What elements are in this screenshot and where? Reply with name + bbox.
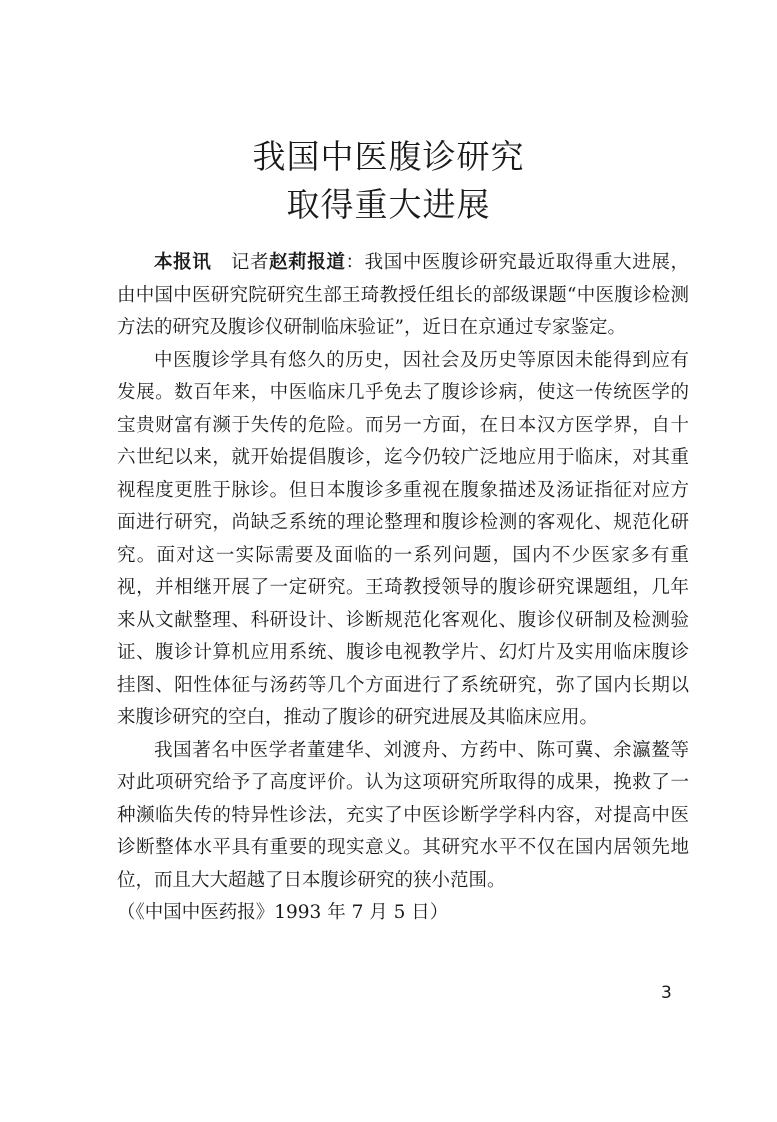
article-title-line-1: 我国中医腹诊研究 bbox=[252, 137, 525, 176]
article-body bbox=[117, 247, 689, 930]
lead-text: ：我国中医腹诊研究最近取得重大进展，由中国中医研究院研究生部王琦教授任组长的部级课题“中医腹诊检测方法的研究及腹诊仪研制临床验证”，近日在京通过专家鉴定。 bbox=[117, 252, 689, 338]
reporter-prefix: 记者 bbox=[230, 252, 270, 273]
paragraph-3: 我国著名中医学者董建华、刘渡舟、方药中、陈可冀、余瀛鳌等对此项研究给予了高度评价。认为这项研究所取得的成果，挽救了一种濒临失传的特异性诊法，充实了中医诊断学学科内容，对提高中医诊断整体水平具有重要的现实意义。其研究水平不仅在国内居领先地位，而且大大超越了日本腹诊研究的狭小范围。 bbox=[117, 739, 689, 891]
source-citation: （《中国中医药报》1993 年 7 月 5 日） bbox=[117, 902, 449, 923]
page-number: 3 bbox=[661, 983, 672, 1003]
paragraph-lead bbox=[117, 247, 689, 345]
paragraph-2: 中医腹诊学具有悠久的历史，因社会及历史等原因未能得到应有发展。数百年来，中医临床几乎免去了腹诊诊病，使这一传统医学的宝贵财富有濒于失传的危险。而另一方面，在日本汉方医学界，自十六世纪以来，就开始提倡腹诊，迄今仍较广泛地应用于临床，对其重视程度更胜于脉诊。但日本腹诊多重视在腹象描述及汤证指征对应方面进行研究，尚缺乏系统的理论整理和腹诊检测的客观化、规范化研究。面对这一实际需要及面临的一系列问题，国内不少医家多有重视，并相继开展了一定研究。王琦教授领导的腹诊研究课题组，几年来从文献整理、科研设计、诊断规范化客观化、腹诊仪研制及检测验证、腹诊计算机应用系统、腹诊电视教学片、幻灯片及实用临床腹诊挂图、阳性体征与汤药等几个方面进行了系统研究，弥了国内长期以来腹诊研究的空白，推动了腹诊的研究进展及其临床应用。 bbox=[117, 349, 689, 728]
news-label: 本报讯 bbox=[154, 252, 212, 273]
reporter-name: 赵莉报道 bbox=[269, 252, 346, 273]
article-title-line-2: 取得重大进展 bbox=[286, 185, 491, 224]
